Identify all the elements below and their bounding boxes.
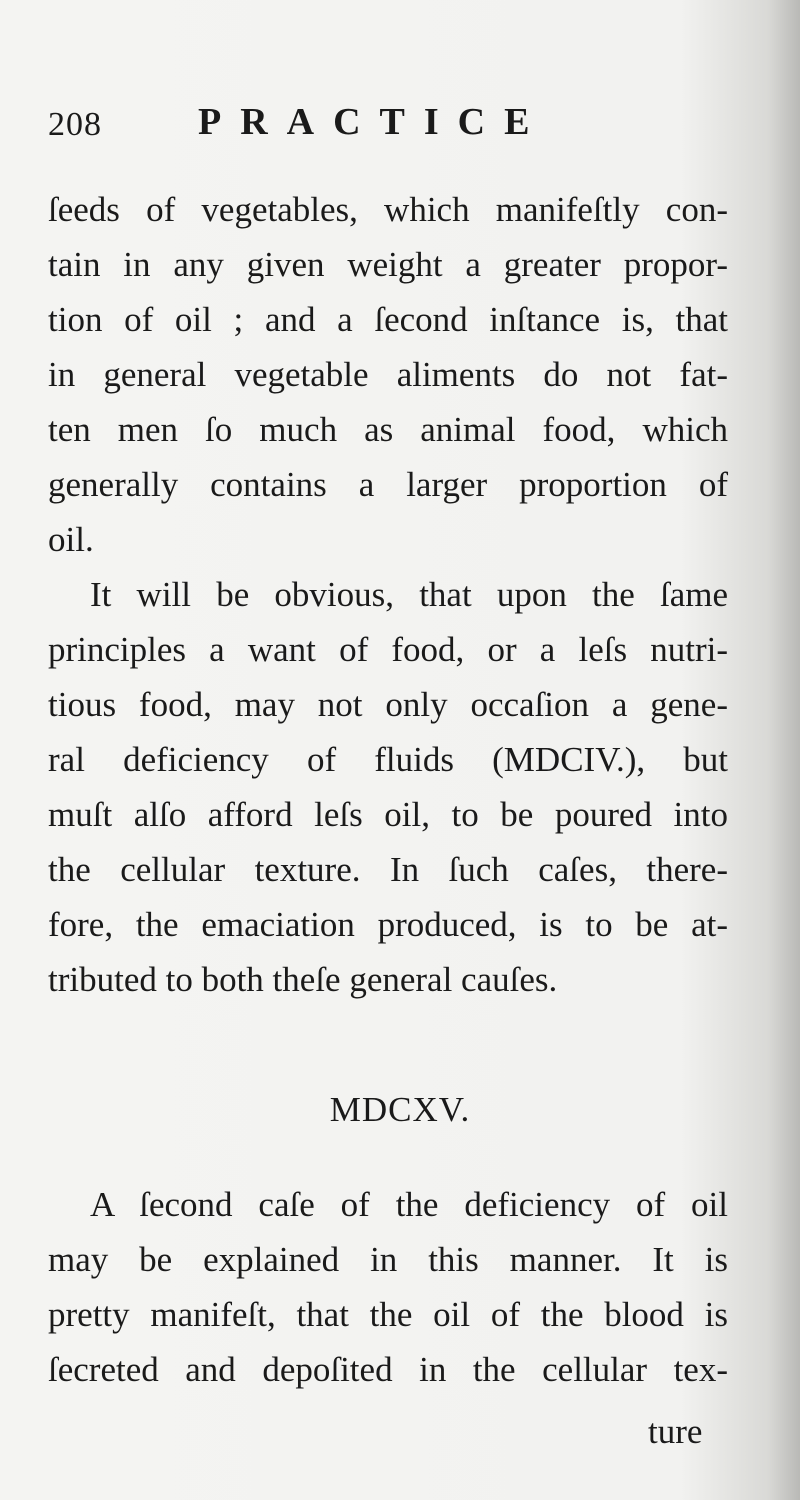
text-line: tious food, may not only occaſion a gene- [48, 685, 728, 724]
text-line: may be explained in this manner. It is [48, 1240, 728, 1279]
text-line: ral deficiency of fluids (MDCIV.), but [48, 740, 728, 779]
text-line: tain in any given weight a greater propor- [48, 245, 728, 284]
text-line: in general vegetable aliments do not fat- [48, 355, 728, 394]
text-line: ſecreted and depoſited in the cellular tex- [48, 1350, 728, 1389]
text-line: ten men ſo much as animal food, which [48, 410, 728, 449]
text-line: oil. [48, 520, 94, 559]
page-header [48, 100, 748, 150]
text-line: tion of oil ; and a ſecond inſtance is, that [48, 300, 728, 339]
text-line: generally contains a larger proportion of [48, 465, 728, 504]
section-heading: MDCXV. [329, 1090, 471, 1129]
text-line: fore, the emaciation produced, is to be at- [48, 905, 728, 944]
text-line: pretty manifeſt, that the oil of the blood is [48, 1295, 728, 1334]
text-line: muſt alſo afford leſs oil, to be poured into [48, 795, 728, 834]
text-line: A ſecond caſe of the deficiency of oil [90, 1185, 728, 1224]
text-line: the cellular texture. In ſuch caſes, there- [48, 850, 728, 889]
running-head: PRACTICE [198, 101, 549, 143]
catchword: ture [648, 1412, 703, 1451]
text-line: principles a want of food, or a leſs nutri- [48, 630, 728, 669]
text-line: ſeeds of vegetables, which manifeſtly con- [48, 190, 728, 229]
text-line: It will be obvious, that upon the ſame [90, 575, 728, 614]
page-number: 208 [48, 106, 102, 143]
text-line: tributed to both theſe general cauſes. [48, 960, 558, 999]
